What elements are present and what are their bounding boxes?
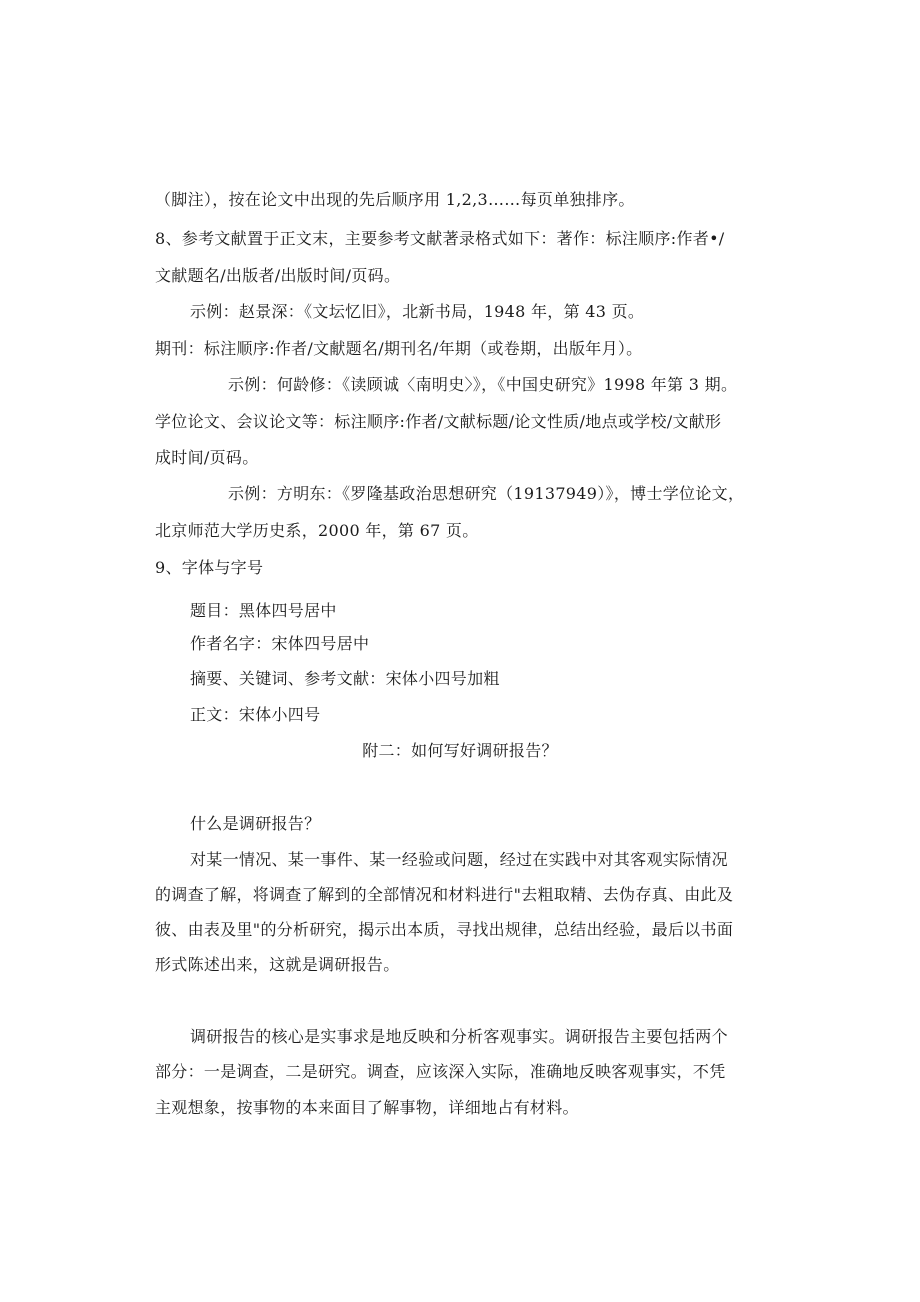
appendix-two-title: 附二：如何写好调研报告？ [362, 741, 558, 760]
book-example-line: 示例：赵景深：《文坛忆旧》，北新书局，1948 年，第 43 页。 [190, 302, 645, 321]
title-font-spec: 题目：黑体四号居中 [190, 601, 337, 620]
thesis-format-line-2: 成时间/页码。 [155, 448, 259, 467]
core-paragraph-line-1: 调研报告的核心是实事求是地反映和分析客观事实。调研报告主要包括两个 [190, 1027, 728, 1046]
what-is-report-heading: 什么是调研报告？ [190, 814, 321, 833]
definition-paragraph-line-1: 对某一情况、某一事件、某一经验或问题，经过在实践中对其客观实际情况 [190, 850, 728, 869]
footnote-ordering-line: （脚注），按在论文中出现的先后顺序用 1,2,3……每页单独排序。 [155, 190, 635, 209]
references-heading-line: 8、参考文献置于正文末，主要参考文献著录格式如下：著作：标注顺序:作者•/ [155, 229, 725, 248]
core-paragraph-line-3: 主观想象，按事物的本来面目了解事物，详细地占有材料。 [155, 1098, 579, 1117]
definition-paragraph-line-2: 的调查了解，将调查了解到的全部情况和材料进行"去粗取精、去伪存真、由此及 [155, 885, 734, 904]
definition-paragraph-line-3: 彼、由表及里"的分析研究，揭示出本质，寻找出规律，总结出经验，最后以书面 [155, 920, 734, 939]
thesis-format-line-1: 学位论文、会议论文等：标注顺序:作者/文献标题/论文性质/地点或学校/文献形 [155, 412, 722, 431]
body-font-spec: 正文：宋体小四号 [190, 705, 321, 724]
thesis-example-line-2: 北京师范大学历史系，2000 年，第 67 页。 [155, 521, 479, 540]
thesis-example-line-1: 示例：方明东：《罗隆基政治思想研究（19137949）》，博士学位论文， [228, 484, 745, 503]
book-format-line: 文献题名/出版者/出版时间/页码。 [155, 266, 401, 285]
font-size-heading: 9、字体与字号 [155, 558, 264, 577]
author-font-spec: 作者名字：宋体四号居中 [190, 634, 370, 653]
abstract-font-spec: 摘要、关键词、参考文献：宋体小四号加粗 [190, 669, 500, 688]
journal-format-line: 期刊：标注顺序:作者/文献题名/期刊名/年期（或卷期，出版年月）。 [155, 339, 643, 358]
definition-paragraph-line-4: 形式陈述出来，这就是调研报告。 [155, 955, 400, 974]
core-paragraph-line-2: 部分：一是调查，二是研究。调查，应该深入实际，准确地反映客观事实，不凭 [155, 1062, 726, 1081]
journal-example-line: 示例：何龄修：《读顾诚〈南明史〉》，《中国史研究》1998 年第 3 期。 [228, 375, 738, 394]
